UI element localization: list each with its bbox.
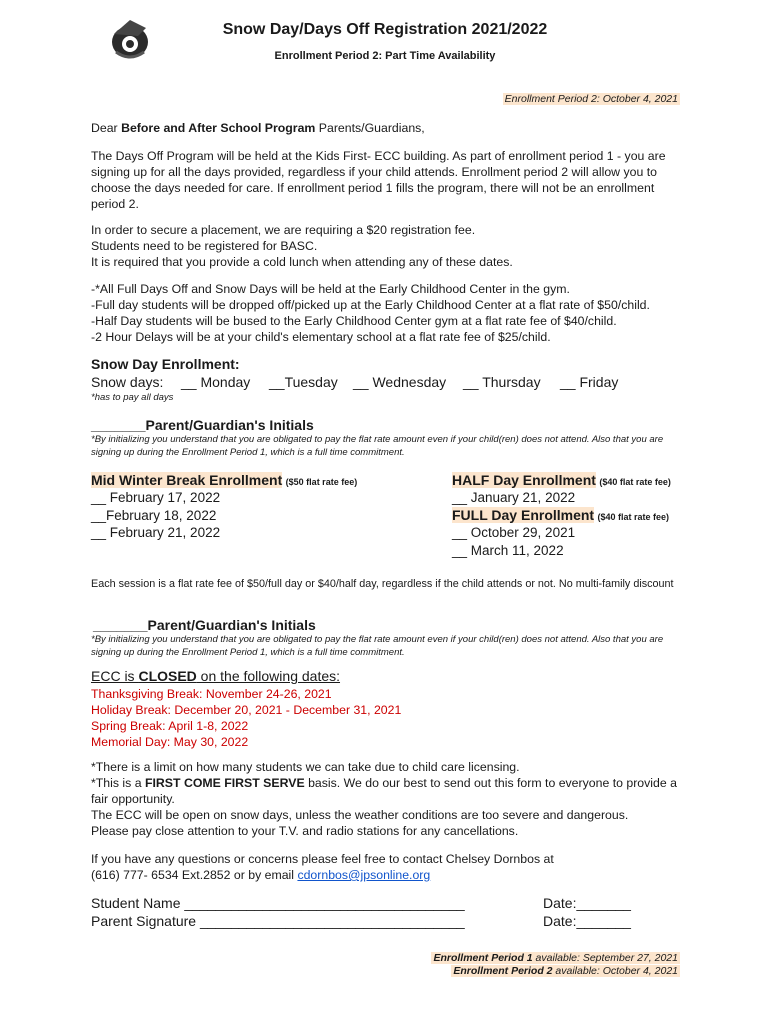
location-line: -2 Hour Delays will be at your child's elementary school at a flat rate fee of $25/child.: [91, 330, 551, 344]
snow-day-thursday[interactable]: __ Thursday: [463, 374, 541, 390]
initials-disclaimer: *By initializing you understand that you are obligated to pay the flat rate amount even if your child(ren) does not attend. Also that you are signing up during the Enrollment Period 1, which is a full time commitment.: [91, 434, 664, 458]
snow-day-monday[interactable]: __ Monday: [181, 374, 251, 390]
footer-period-1: Enrollment Period 1 available: September 27, 2021: [433, 952, 678, 964]
full-day-date[interactable]: __ October 29, 2021: [452, 525, 576, 540]
closed-date: Holiday Break: December 20, 2021 - December 31, 2021: [91, 703, 402, 717]
email-link[interactable]: cdornbos@jpsonline.org: [297, 868, 431, 882]
fcfs-note: *This is a FIRST COME FIRST SERVE basis. We do our best to send out this form to everyone to provide a fair opportunity.: [91, 776, 677, 806]
full-day-heading: FULL Day Enrollment ($40 flat rate fee): [452, 507, 670, 523]
initials-disclaimer: *By initializing you understand that you are obligated to pay the flat rate amount even if your child(ren) does not attend. Also that you are signing up during the Enrollment Period 1, which is a full time commitment.: [91, 634, 664, 658]
enrollment-period-note: Enrollment Period 2: October 4, 2021: [504, 93, 678, 105]
intro-paragraph: The Days Off Program will be held at the Kids First- ECC building. As part of enrollment period 1 - you are signing up for all the days provided, regardless if your child attends. Enrollment period 2 will allow you to choose the days needed for care. If enrollment period 1 fills the program, there will not be an enrollment period 2.: [91, 149, 666, 211]
location-line: -*All Full Days Off and Snow Days will be held at the Early Childhood Center in the gym.: [91, 282, 570, 296]
snow-day-heading: Snow Day Enrollment:: [91, 356, 240, 372]
contact-line: If you have any questions or concerns please feel free to contact Chelsey Dornbos at: [91, 852, 554, 866]
open-note: The ECC will be open on snow days, unless the weather conditions are too severe and dangerous.: [91, 808, 629, 822]
closed-date: Spring Break: April 1-8, 2022: [91, 719, 249, 733]
session-note: Each session is a flat rate fee of $50/full day or $40/half day, regardless if the child attends or not. No multi-family discount: [91, 578, 674, 590]
location-line: -Half Day students will be bused to the Early Childhood Center gym at a flat rate fee of $40/child.: [91, 314, 617, 328]
snow-day-wednesday[interactable]: __ Wednesday: [353, 374, 447, 390]
full-day-date[interactable]: __ March 11, 2022: [452, 543, 564, 558]
mid-winter-date[interactable]: __ February 21, 2022: [91, 525, 221, 540]
contact-line: (616) 777- 6534 Ext.2852 or by email cdornbos@jpsonline.org: [91, 868, 431, 882]
mid-winter-date[interactable]: __February 18, 2022: [91, 508, 217, 523]
footer-period-2: Enrollment Period 2 available: October 4, 2021: [453, 965, 678, 977]
snow-day-friday[interactable]: __ Friday: [560, 374, 619, 390]
parent-signature-field[interactable]: Parent Signature __________________________________: [91, 913, 465, 929]
requirement-fee: In order to secure a placement, we are requiring a $20 registration fee.: [91, 223, 476, 237]
snow-days-label: Snow days:: [91, 374, 164, 390]
closed-date: Thanksgiving Break: November 24-26, 2021: [91, 687, 332, 701]
student-name-field[interactable]: Student Name ____________________________________: [91, 895, 465, 911]
requirement-lunch: It is required that you provide a cold lunch when attending any of these dates.: [91, 255, 513, 269]
initials-line[interactable]: _______Parent/Guardian's Initials: [93, 617, 316, 633]
initials-line[interactable]: _______Parent/Guardian's Initials: [91, 417, 314, 433]
requirement-basc: Students need to be registered for BASC.: [91, 239, 318, 253]
location-line: -Full day students will be dropped off/picked up at the Early Childhood Center at a flat rate of $50/child.: [91, 298, 650, 312]
half-day-date[interactable]: __ January 21, 2022: [452, 490, 576, 505]
closed-heading: ECC is CLOSED on the following dates:: [91, 668, 341, 684]
half-day-heading: HALF Day Enrollment ($40 flat rate fee): [452, 472, 671, 488]
closed-date: Memorial Day: May 30, 2022: [91, 735, 249, 749]
mid-winter-date[interactable]: __ February 17, 2022: [91, 490, 221, 505]
date-field[interactable]: Date:_______: [543, 895, 631, 911]
mid-winter-heading: Mid Winter Break Enrollment ($50 flat rate fee): [91, 472, 358, 488]
attention-note: Please pay close attention to your T.V. and radio stations for any cancellations.: [91, 824, 519, 838]
greeting: Dear Before and After School Program Parents/Guardians,: [91, 121, 425, 135]
snow-day-tuesday[interactable]: __Tuesday: [269, 374, 338, 390]
page-title: Snow Day/Days Off Registration 2021/2022: [222, 21, 548, 38]
page-subtitle: Enrollment Period 2: Part Time Availability: [274, 50, 496, 62]
snow-note: *has to pay all days: [91, 392, 174, 403]
date-field[interactable]: Date:_______: [543, 913, 631, 929]
limit-note: *There is a limit on how many students we can take due to child care licensing.: [91, 760, 520, 774]
